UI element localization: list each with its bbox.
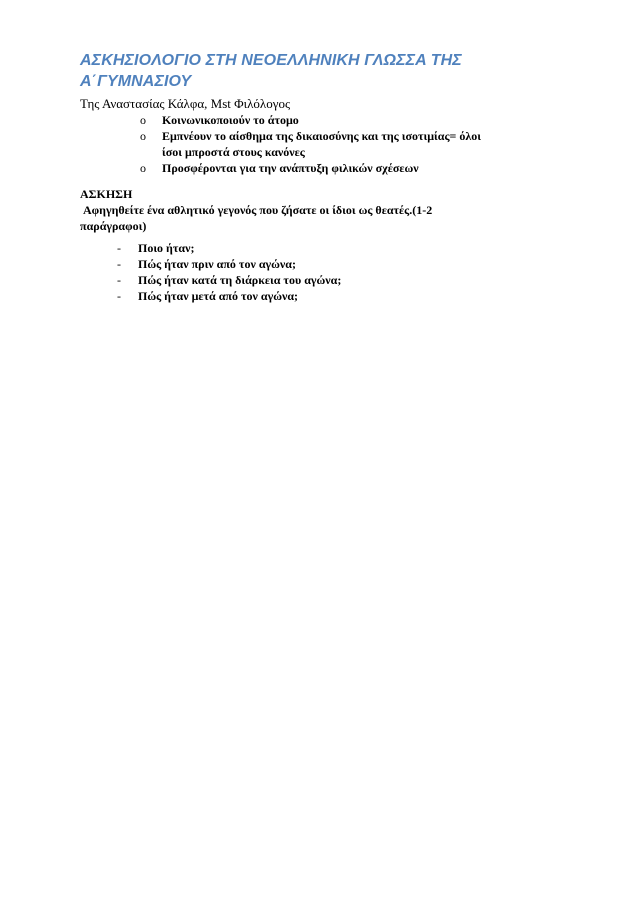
bullet-text: Εμπνέουν το αίσθημα της δικαιοσύνης και της ισοτιμίας= όλοι bbox=[162, 129, 481, 143]
question-marker: - bbox=[117, 241, 121, 255]
exercise-section bbox=[80, 186, 560, 234]
title-line-2: Α΄ΓΥΜΝΑΣΙΟΥ bbox=[80, 73, 192, 90]
question-list bbox=[80, 240, 560, 304]
question-item bbox=[80, 288, 560, 304]
question-marker: - bbox=[117, 257, 121, 271]
question-text: Πώς ήταν κατά τη διάρκεια του αγώνα; bbox=[138, 273, 342, 287]
bullet-marker: o bbox=[140, 129, 146, 143]
question-text: Ποιο ήταν; bbox=[138, 241, 195, 255]
exercise-heading: ΑΣΚΗΣΗ bbox=[80, 187, 133, 201]
title-line-1: ΑΣΚΗΣΙΟΛΟΓΙΟ ΣΤΗ ΝΕΟΕΛΛΗΝΙΚΗ ΓΛΩΣΣΑ ΤΗΣ bbox=[80, 52, 462, 69]
bullet-text: Προσφέρονται για την ανάπτυξη φιλικών σχέσεων bbox=[162, 161, 419, 175]
bullet-text-continuation: ίσοι μπροστά στους κανόνες bbox=[162, 145, 305, 159]
exercise-prompt-line-1: Αφηγηθείτε ένα αθλητικό γεγονός που ζήσατε οι ίδιοι ως θεατές.(1-2 bbox=[83, 203, 433, 217]
bullet-item bbox=[80, 112, 560, 128]
author-line: Της Αναστασίας Κάλφα, Mst Φιλόλογος bbox=[80, 96, 291, 111]
question-item bbox=[80, 240, 560, 256]
bullet-marker: o bbox=[140, 161, 146, 175]
bullet-text: Κοινωνικοποιούν το άτομο bbox=[162, 113, 299, 127]
bullet-list bbox=[80, 112, 560, 176]
bullet-item bbox=[80, 160, 560, 176]
question-marker: - bbox=[117, 273, 121, 287]
exercise-prompt-line-2: παράγραφοι) bbox=[80, 219, 147, 233]
question-text: Πώς ήταν πριν από τον αγώνα; bbox=[138, 257, 296, 271]
question-item bbox=[80, 256, 560, 272]
bullet-item bbox=[80, 128, 560, 160]
question-text: Πώς ήταν μετά από τον αγώνα; bbox=[138, 289, 299, 303]
question-item bbox=[80, 272, 560, 288]
question-marker: - bbox=[117, 289, 121, 303]
bullet-marker: o bbox=[140, 113, 146, 127]
document-title bbox=[80, 50, 550, 92]
